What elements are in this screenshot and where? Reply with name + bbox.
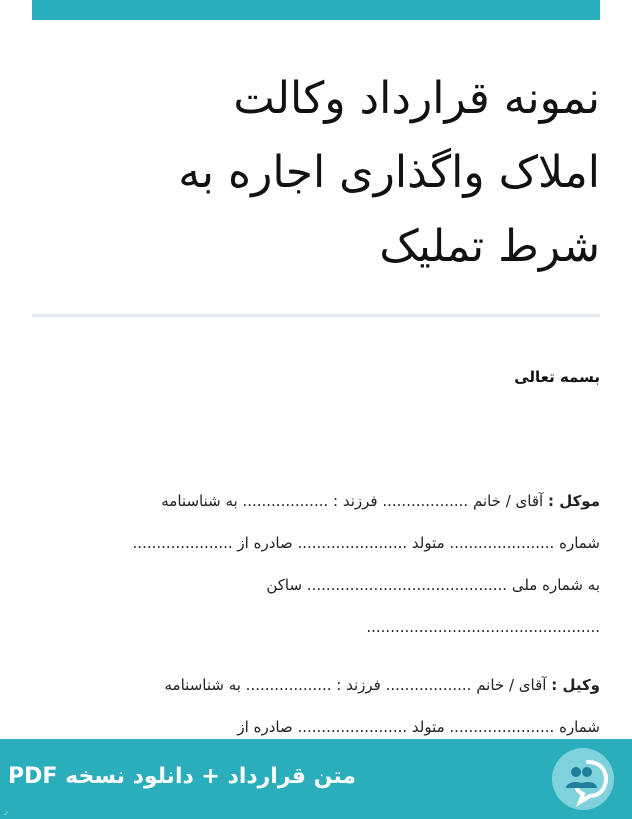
download-banner-text[interactable]: متن قرارداد + دانلود نسخه PDF [8, 764, 356, 789]
principal-text: آقای / خانم .................. فرزند : .................. به شناسنامه [161, 492, 544, 510]
principal-line: ................................................. [366, 618, 600, 636]
agent-line: شماره ...................... متولد ....................... صادره از [237, 718, 600, 736]
title-line: املاک واگذاری اجاره به [178, 147, 600, 198]
title-line: نمونه قرارداد وکالت [233, 73, 600, 124]
principal-line: به شماره ملی .......................................... ساکن [266, 576, 600, 594]
principal-section [32, 480, 600, 648]
agent-text: آقای / خانم .................. فرزند : .................. به شناسنامه [164, 676, 547, 694]
title-divider [32, 314, 600, 317]
principal-line [32, 480, 600, 522]
page-title [32, 62, 600, 284]
principal-line: شماره ...................... متولد ....................... صادره از ..................... [132, 534, 600, 552]
top-accent-bar [32, 0, 600, 20]
title-line: شرط تملیک [379, 221, 600, 272]
agent-label: وکیل : [551, 676, 600, 694]
people-chat-icon [552, 748, 614, 810]
agent-section [32, 664, 600, 748]
agent-line [32, 664, 600, 706]
basmala-heading: بسمه تعالی [514, 368, 600, 386]
corner-mark: ر [4, 806, 8, 815]
principal-label: موکل : [547, 492, 600, 510]
